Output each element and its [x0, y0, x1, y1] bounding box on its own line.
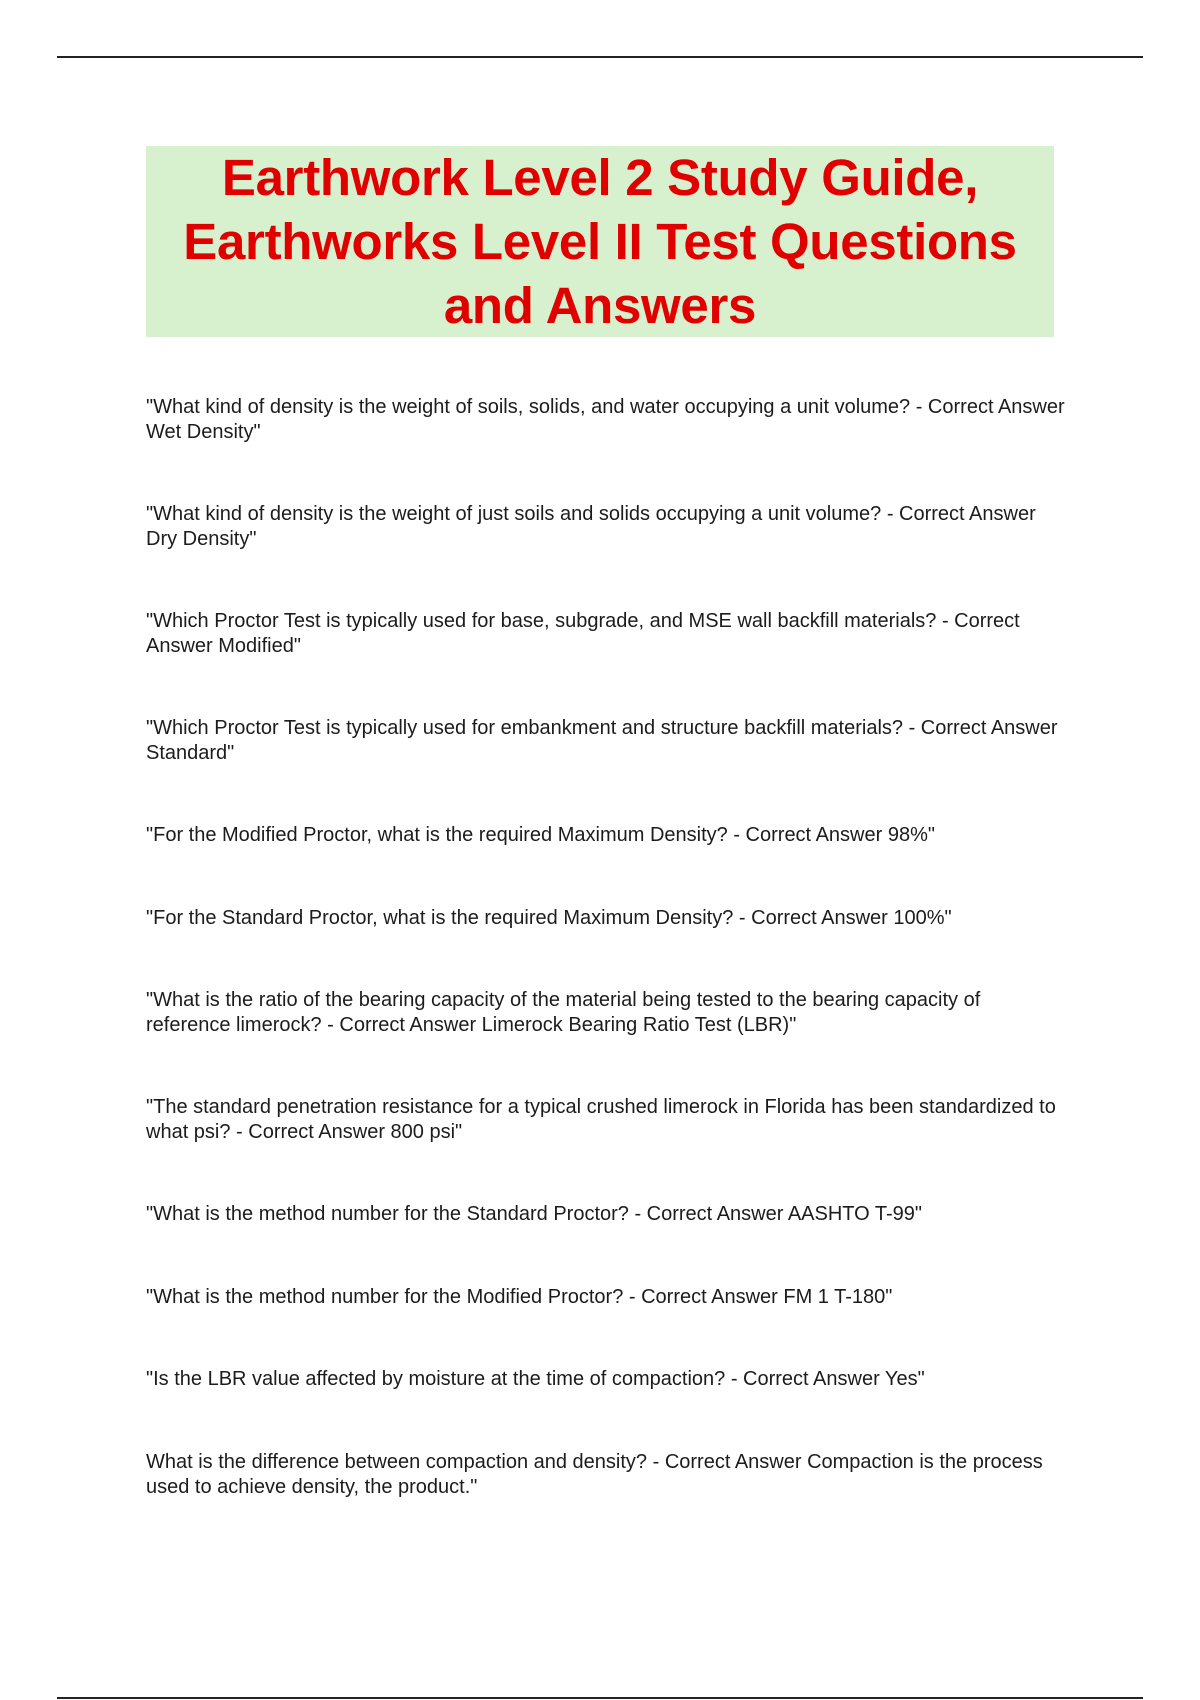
qa-item [146, 1095, 1066, 1145]
title-line: Earthwork Level 2 Study Guide, [221, 148, 979, 206]
qa-text: "What is the ratio of the bearing capacity of the material being tested to the bearing capacity of reference limerock? - Correct Answer Limerock Bearing Ratio Test (LBR)" [146, 989, 981, 1036]
top-rule [57, 56, 1143, 58]
qa-text: "The standard penetration resistance for a typical crushed limerock in Florida has been standardized to what psi? - Correct Answer 800 psi" [146, 1096, 1056, 1143]
qa-text: "For the Standard Proctor, what is the required Maximum Density? - Correct Answer 100%" [146, 907, 952, 929]
qa-item [146, 823, 1066, 848]
qa-text: "What kind of density is the weight of soils, solids, and water occupying a unit volume? - Correct Answer Wet Density" [146, 396, 1065, 443]
bottom-rule [57, 1697, 1143, 1699]
qa-item [146, 1367, 1066, 1392]
qa-text: "What is the method number for the Modified Proctor? - Correct Answer FM 1 T-180" [146, 1286, 893, 1308]
qa-item [146, 1450, 1066, 1500]
qa-text: "For the Modified Proctor, what is the required Maximum Density? - Correct Answer 98%" [146, 824, 935, 846]
title-line: and Answers [443, 276, 757, 334]
qa-item [146, 716, 1066, 766]
qa-text: "What is the method number for the Standard Proctor? - Correct Answer AASHTO T-99" [146, 1203, 923, 1225]
qa-item [146, 395, 1066, 445]
qa-item [146, 1285, 1066, 1310]
qa-text: "Which Proctor Test is typically used for base, subgrade, and MSE wall backfill materials? - Correct Answer Modified" [146, 610, 1020, 657]
document-title [183, 146, 1016, 338]
qa-item [146, 1202, 1066, 1227]
qa-text: "Which Proctor Test is typically used for embankment and structure backfill materials? - Correct Answer Standard" [146, 717, 1058, 764]
qa-text: What is the difference between compaction and density? - Correct Answer Compaction is the process used to achieve density, the product." [146, 1451, 1043, 1498]
qa-item [146, 502, 1066, 552]
qa-text: "What kind of density is the weight of just soils and solids occupying a unit volume? - Correct Answer Dry Density" [146, 503, 1036, 550]
qa-item [146, 906, 1066, 931]
qa-item [146, 988, 1066, 1038]
qa-text: "Is the LBR value affected by moisture at the time of compaction? - Correct Answer Yes" [146, 1368, 925, 1390]
qa-item [146, 609, 1066, 659]
title-banner [146, 146, 1054, 337]
title-line: Earthworks Level II Test Questions [183, 212, 1017, 270]
